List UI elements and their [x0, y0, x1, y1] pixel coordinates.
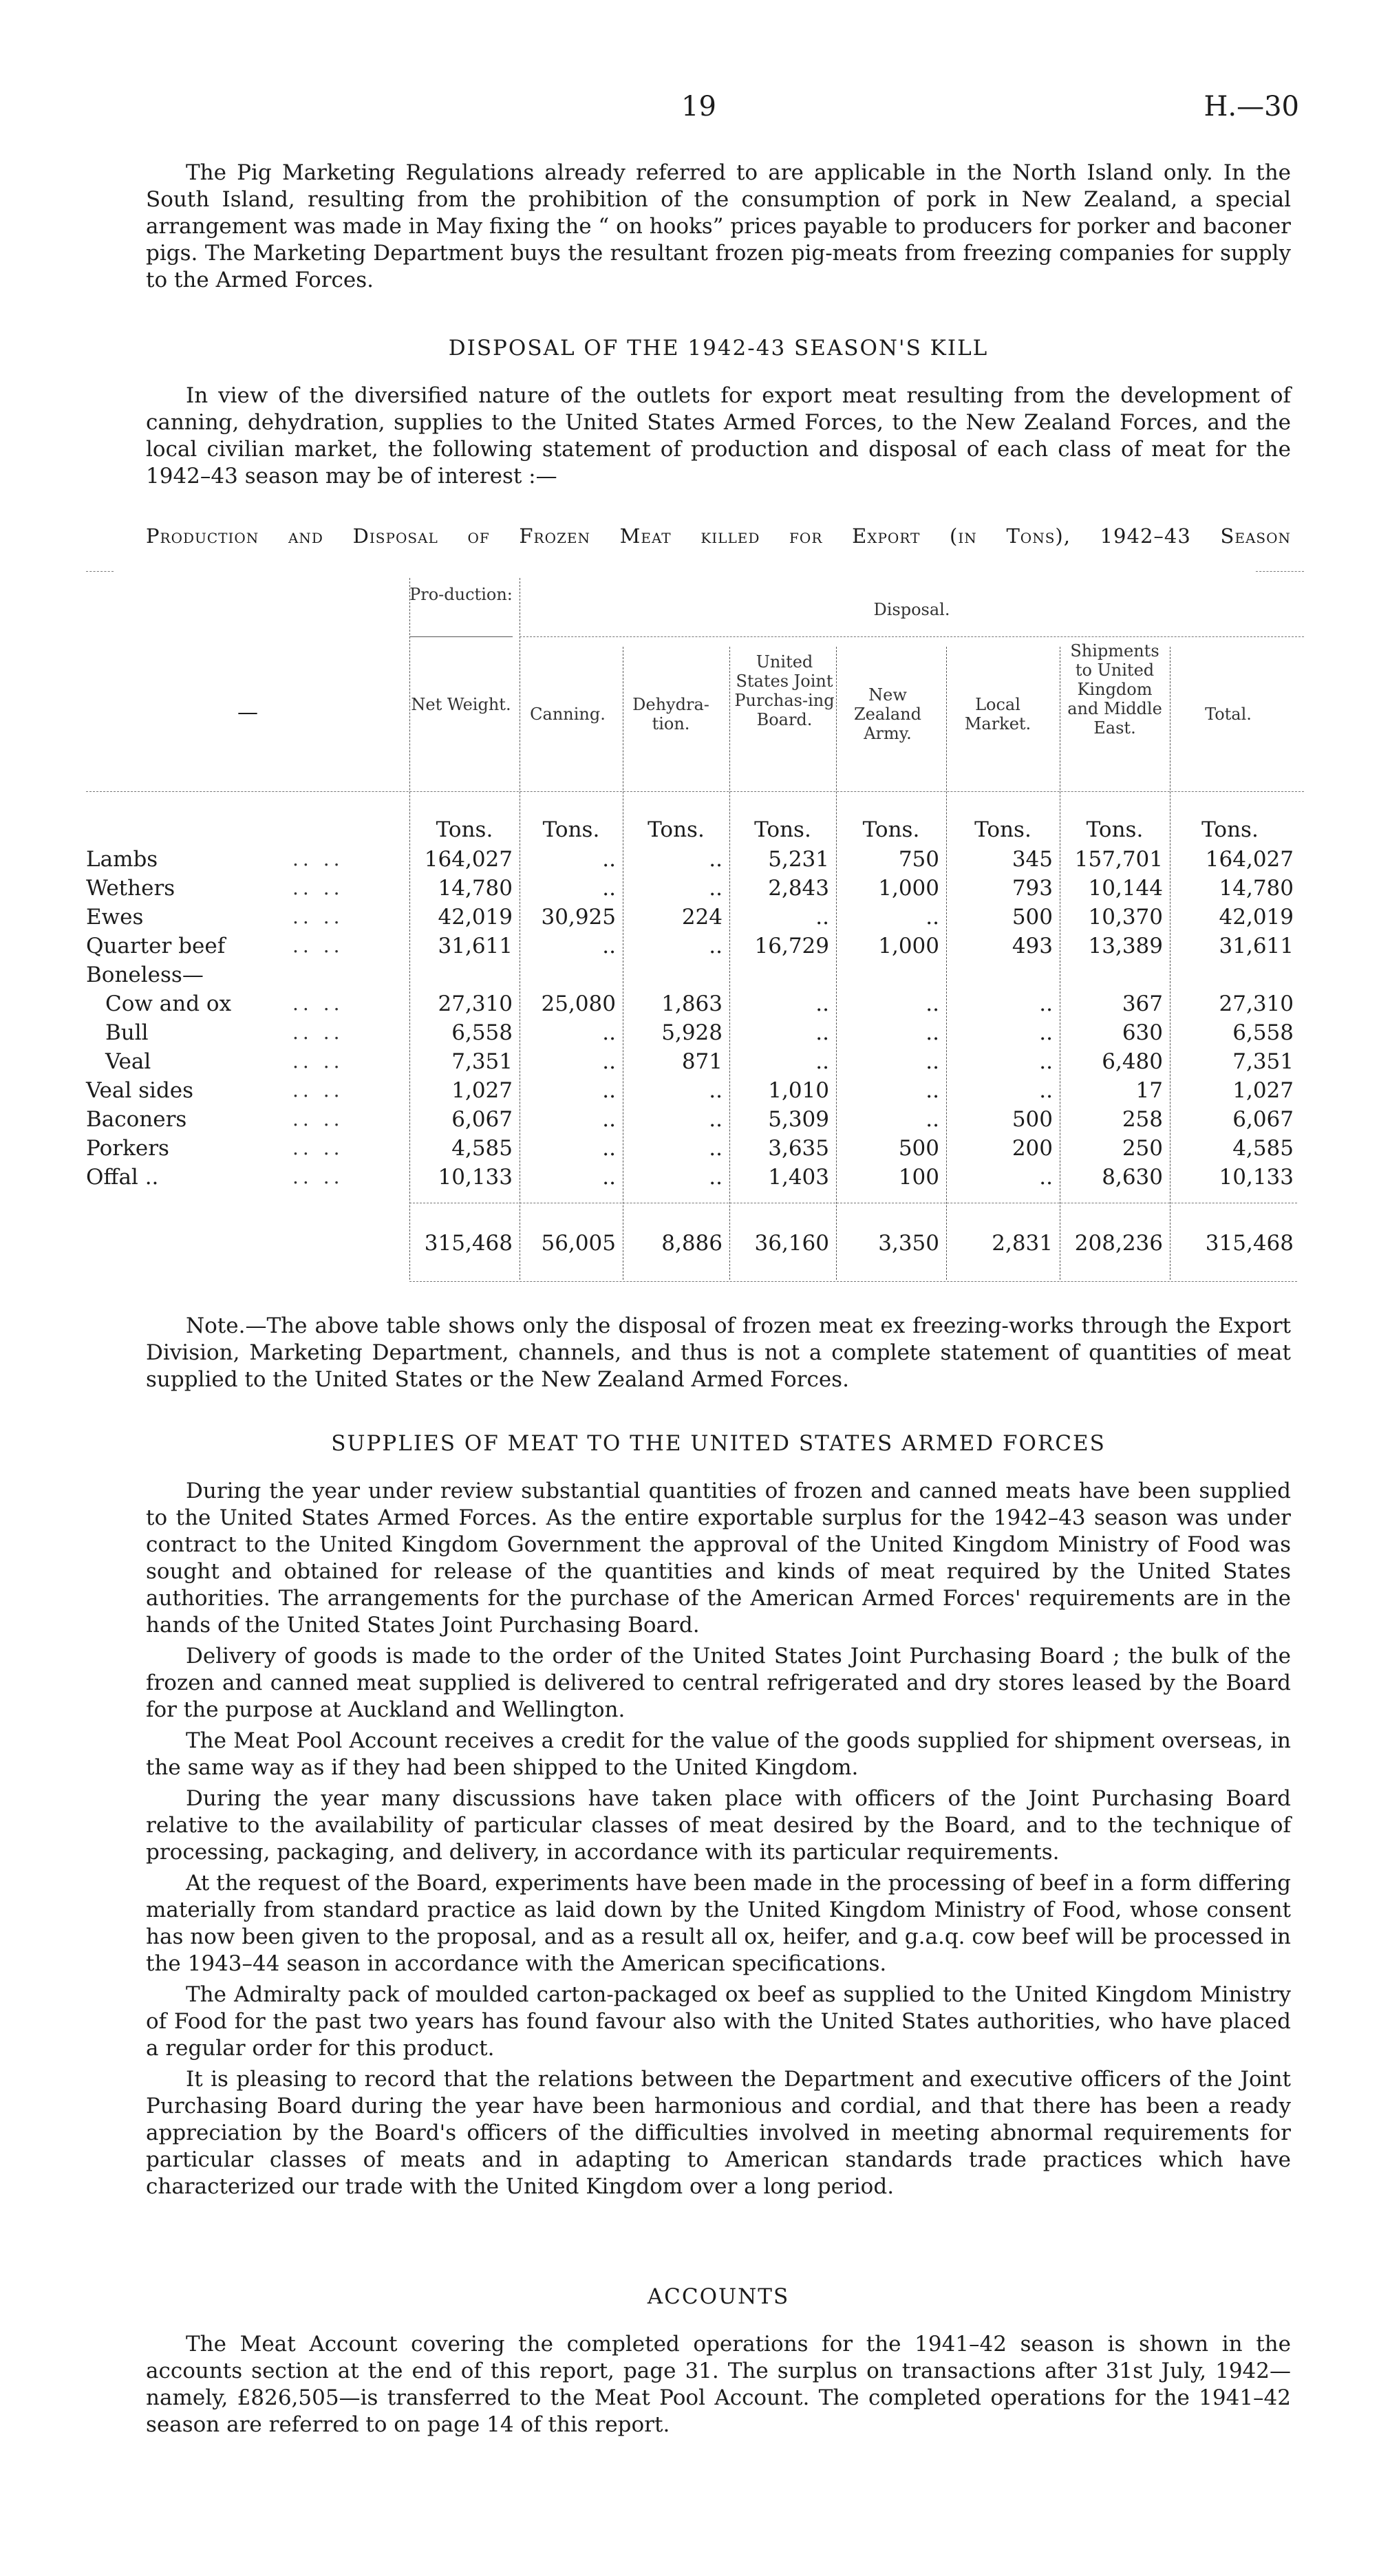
table-cell: ..: [602, 1165, 616, 1190]
table-cell: 493: [1012, 934, 1053, 958]
table-cell: 4,585: [1232, 1136, 1294, 1161]
table-cell: ..: [602, 1078, 616, 1103]
us-paragraph-1: During the year under review substantial quantities of frozen and canned meats have been supplied to the United States Armed Forces. As the entire exportable surplus for the 1942–43 season was under contract to the United Kingdom Government the approval of the United Kingdom Ministry of Food was sought and obtained for release of the quantities and kinds of meat required by the United States authorities. The arrangements for the purchase of the American Armed Forces' requirements are in the hands of the United States Joint Purchasing Board.: [146, 1479, 1291, 1638]
table-cell: 6,067: [451, 1107, 513, 1132]
table-cell: ..: [709, 847, 723, 872]
table-cell: 500: [898, 1136, 939, 1161]
table-cell: ..: [1039, 1020, 1053, 1045]
accounts-paragraph: The Meat Account covering the completed operations for the 1941–42 season is shown in the accounts section at the end of this report, page 31. The surplus on transactions after 31st July, 1942—namely, £826,505—is transferred to the Meat Pool Account. The completed operations for the 1941–42 season are referred to on page 14 of this report.: [146, 2332, 1291, 2437]
leader-dots: .. ..: [292, 992, 344, 1015]
table-cell: ..: [815, 905, 829, 930]
section-title-disposal: DISPOSAL OF THE 1942-43 SEASON'S KILL: [448, 336, 989, 361]
table-cell: ..: [926, 1078, 939, 1103]
table-cell: 7,351: [1232, 1049, 1294, 1074]
table-cell: 793: [1012, 876, 1053, 901]
table-cell: ..: [602, 1049, 616, 1074]
table-cell: 1,403: [768, 1165, 829, 1190]
table-cell: 5,928: [661, 1020, 723, 1045]
total-cell: 208,236: [1074, 1231, 1163, 1256]
row-label: Bull: [105, 1020, 149, 1045]
table-cell: 27,310: [1219, 991, 1294, 1016]
table-cell: 157,701: [1074, 847, 1163, 872]
table-cell: 500: [1012, 905, 1053, 930]
disposal-paragraph: In view of the diversified nature of the outlets for export meat resulting from the development of canning, dehydration, supplies to the United States Armed Forces, to the New Zealand Forces, and the local civilian market, the following statement of production and disposal of each class of meat for the 1942–43 season may be of interest :—: [146, 383, 1291, 489]
col-header-us-joint-purchasing-board: United States Joint Purchas-ing Board.: [734, 652, 835, 729]
table-top-rule-left: [86, 571, 114, 572]
table-cell: 5,231: [768, 847, 829, 872]
table-cell: 1,000: [878, 934, 939, 958]
table-cell: 6,558: [1232, 1020, 1294, 1045]
unit-canning: Tons.: [542, 817, 600, 842]
us-paragraph-6: The Admiralty pack of moulded carton-packaged ox beef as supplied to the United Kingdom Ministry of Food for the past two years has found favour also with the United States authorities, who have placed a regular order for this product.: [146, 1982, 1291, 2061]
row-label: Veal: [105, 1049, 151, 1074]
table-top-rule-right: [1256, 571, 1304, 572]
unit-net-weight: Tons.: [436, 817, 493, 842]
table-cell: ..: [709, 1078, 723, 1103]
table-cell: 30,925: [541, 905, 616, 930]
table-cell: ..: [602, 1136, 616, 1161]
table-cell: ..: [709, 876, 723, 901]
table-cell: 200: [1012, 1136, 1053, 1161]
table-cell: 164,027: [424, 847, 513, 872]
table-cell: 31,611: [438, 934, 513, 958]
leader-dots: .. ..: [292, 1021, 344, 1044]
table-cell: ..: [926, 991, 939, 1016]
row-label: Baconers: [86, 1107, 187, 1132]
row-label: Cow and ox: [105, 991, 232, 1016]
table-cell: ..: [602, 1107, 616, 1132]
table-cell: ..: [815, 1049, 829, 1074]
col-header-shipments-uk-me: Shipments to United Kingdom and Middle East.: [1067, 641, 1162, 738]
row-label: Ewes: [86, 905, 144, 930]
document-reference: H.—30: [1204, 91, 1299, 122]
stub-dash: —: [237, 700, 258, 724]
totals-bottom-rule: [409, 1281, 1297, 1282]
table-cell: 31,611: [1219, 934, 1294, 958]
col-header-nz-army: New Zealand Army.: [854, 685, 921, 743]
table-cell: 1,027: [1232, 1078, 1294, 1103]
table-cell: ..: [602, 1020, 616, 1045]
unit-local-market: Tons.: [974, 817, 1031, 842]
unit-nz-army: Tons.: [862, 817, 920, 842]
table-cell: ..: [709, 1136, 723, 1161]
col-header-total: Total.: [1205, 705, 1252, 724]
total-cell: 8,886: [661, 1231, 723, 1256]
table-cell: 10,133: [438, 1165, 513, 1190]
group-disposal-label: Disposal.: [873, 600, 950, 619]
table-cell: 17: [1135, 1078, 1163, 1103]
section-title-accounts: ACCOUNTS: [647, 2284, 790, 2309]
leader-dots: .. ..: [292, 1108, 344, 1130]
disposal-group-rule: [520, 636, 1304, 637]
table-cell: ..: [602, 847, 616, 872]
us-paragraph-4: During the year many discussions have taken place with officers of the Joint Purchasing Board relative to the availability of particular classes of meat desired by the Board, and to the technique of processing, packaging, and delivery, in accordance with its particular requirements.: [146, 1786, 1291, 1865]
table-cell: ..: [926, 905, 939, 930]
production-group-rule: [409, 636, 513, 637]
unit-us-board: Tons.: [754, 817, 811, 842]
table-cell: ..: [926, 1049, 939, 1074]
total-cell: 315,468: [424, 1231, 513, 1256]
table-cell: 500: [1012, 1107, 1053, 1132]
us-paragraph-5: At the request of the Board, experiments have been made in the processing of beef in a form differing materially from standard practice as laid down by the United Kingdom Ministry of Food, whose consent has now been given to the proposal, and as a result all ox, heifer, and g.a.q. cow beef will be processed in the 1943–44 season in accordance with the American specifications.: [146, 1871, 1291, 1976]
leader-dots: .. ..: [292, 1050, 344, 1073]
table-cell: 871: [681, 1049, 723, 1074]
row-label: Wethers: [86, 876, 175, 901]
table-cell: 6,558: [451, 1020, 513, 1045]
row-label: Boneless—: [86, 963, 204, 987]
table-cell: 250: [1122, 1136, 1163, 1161]
table-cell: 42,019: [438, 905, 513, 930]
table-cell: 10,144: [1088, 876, 1163, 901]
table-cell: 14,780: [438, 876, 513, 901]
col-header-canning: Canning.: [530, 705, 606, 724]
us-paragraph-3: The Meat Pool Account receives a credit for the value of the goods supplied for shipment overseas, in the same way as if they had been shipped to the United Kingdom.: [146, 1728, 1291, 1780]
table-cell: 25,080: [541, 991, 616, 1016]
table-cell: ..: [1039, 991, 1053, 1016]
total-cell: 36,160: [754, 1231, 829, 1256]
table-cell: 7,351: [451, 1049, 513, 1074]
table-cell: ..: [815, 1020, 829, 1045]
page-number: 19: [681, 91, 716, 122]
col-header-net-weight: Net Weight.: [411, 695, 511, 714]
table-cell: 8,630: [1102, 1165, 1163, 1190]
table-cell: 224: [681, 905, 723, 930]
leader-dots: .. ..: [292, 877, 344, 899]
table-cell: 13,389: [1088, 934, 1163, 958]
table-cell: 345: [1012, 847, 1053, 872]
table-cell: 100: [898, 1165, 939, 1190]
row-label: Lambs: [86, 847, 158, 872]
table-cell: 630: [1122, 1020, 1163, 1045]
table-cell: ..: [709, 1107, 723, 1132]
total-cell: 2,831: [992, 1231, 1053, 1256]
table-cell: 10,370: [1088, 905, 1163, 930]
leader-dots: .. ..: [292, 1079, 344, 1102]
table-cell: ..: [815, 991, 829, 1016]
unit-dehydration: Tons.: [648, 817, 705, 842]
table-cell: 367: [1122, 991, 1163, 1016]
section-title-us-supplies: SUPPLIES OF MEAT TO THE UNITED STATES ARMED FORCES: [331, 1431, 1106, 1456]
col-header-dehydration: Dehydra-tion.: [632, 695, 709, 733]
leader-dots: .. ..: [292, 934, 344, 957]
table-cell: 27,310: [438, 991, 513, 1016]
table-caption: Production and Disposal of Frozen Meat killed for Export (in Tons), 1942–43 Season: [146, 524, 1291, 548]
intro-paragraph: The Pig Marketing Regulations already referred to are applicable in the North Island only. In the South Island, resulting from the prohibition of the consumption of pork in New Zealand, a special arrangement was made in May fixing the “ on hooks” prices payable to producers for porker and baconer pigs. The Marketing Department buys the resultant frozen pig-meats from freezing companies for supply to the Armed Forces.: [146, 160, 1291, 292]
table-cell: ..: [1039, 1078, 1053, 1103]
table-cell: ..: [602, 934, 616, 958]
table-cell: 258: [1122, 1107, 1163, 1132]
table-cell: 42,019: [1219, 905, 1294, 930]
unit-shipments: Tons.: [1086, 817, 1144, 842]
unit-total: Tons.: [1201, 817, 1259, 842]
disposal-intro-block: [146, 383, 1291, 490]
total-cell: 315,468: [1205, 1231, 1294, 1256]
table-cell: 1,010: [768, 1078, 829, 1103]
table-cell: 16,729: [754, 934, 829, 958]
row-label: Porkers: [86, 1136, 169, 1161]
us-paragraph-7: It is pleasing to record that the relations between the Department and executive officers of the Joint Purchasing Board during the year have been harmonious and cordial, and that there has been a ready appreciation by the Board's officers of the difficulties involved in meeting abnormal requirements for particular classes of meats and in adapting to American standards trade practices which have characterized our trade with the United Kingdom over a long period.: [146, 2067, 1291, 2199]
header-bottom-rule: [86, 791, 1304, 792]
us-paragraph-2: Delivery of goods is made to the order of the United States Joint Purchasing Board ; the bulk of the frozen and canned meat supplied is delivered to central refrigerated and dry stores leased by the Board for the purpose at Auckland and Wellington.: [146, 1644, 1291, 1722]
group-production-label: Pro-duction:: [409, 585, 513, 604]
table-cell: 3,635: [768, 1136, 829, 1161]
row-label: Offal ..: [86, 1165, 159, 1190]
table-cell: 750: [898, 847, 939, 872]
row-label: Veal sides: [86, 1078, 194, 1103]
table-cell: ..: [1039, 1049, 1053, 1074]
table-cell: 14,780: [1219, 876, 1294, 901]
total-cell: 3,350: [878, 1231, 939, 1256]
leader-dots: .. ..: [292, 905, 344, 928]
table-cell: 1,027: [451, 1078, 513, 1103]
total-cell: 56,005: [541, 1231, 616, 1256]
table-cell: 6,480: [1102, 1049, 1163, 1074]
table-cell: 1,863: [661, 991, 723, 1016]
table-note: Note.—The above table shows only the disposal of frozen meat ex freezing-works through the Export Division, Marketing Department, channels, and thus is not a complete statement of quantities of meat supplied to the United States or the New Zealand Armed Forces.: [146, 1313, 1291, 1392]
leader-dots: .. ..: [292, 1137, 344, 1159]
table-cell: 6,067: [1232, 1107, 1294, 1132]
intro-block: [146, 160, 1291, 294]
table-cell: 10,133: [1219, 1165, 1294, 1190]
table-cell: ..: [926, 1107, 939, 1132]
us-supplies-block: [146, 1478, 1291, 2200]
table-cell: ..: [709, 934, 723, 958]
table-cell: 164,027: [1205, 847, 1294, 872]
table-cell: ..: [709, 1165, 723, 1190]
vrule-6: [946, 647, 947, 1280]
table-cell: 4,585: [451, 1136, 513, 1161]
table-cell: 2,843: [768, 876, 829, 901]
row-label: Quarter beef: [86, 934, 226, 958]
table-cell: ..: [602, 876, 616, 901]
table-cell: ..: [1039, 1165, 1053, 1190]
table-cell: 1,000: [878, 876, 939, 901]
production-disposal-table: [86, 571, 1304, 1294]
note-block: [146, 1313, 1291, 1393]
table-cell: ..: [926, 1020, 939, 1045]
leader-dots: .. ..: [292, 1166, 344, 1188]
table-cell: 5,309: [768, 1107, 829, 1132]
accounts-block: [146, 2331, 1291, 2438]
col-header-local-market: Local Market.: [964, 695, 1031, 733]
leader-dots: .. ..: [292, 848, 344, 870]
